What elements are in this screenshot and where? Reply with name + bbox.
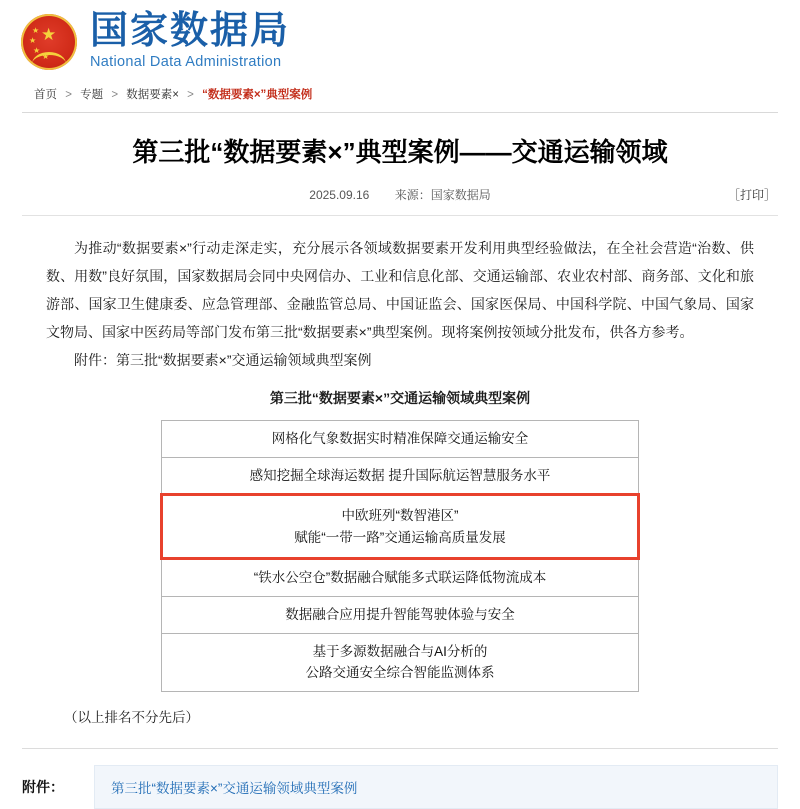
- case-cell-3-line-2: 赋能“一带一路”交通运输高质量发展: [294, 529, 506, 545]
- header-divider: [22, 112, 778, 113]
- case-cell-2: 感知挖掘全球海运数据 提升国际航运智慧服务水平: [162, 457, 639, 495]
- publish-date: 2025.09.16: [309, 188, 370, 203]
- emblem-star-small-4: ★: [42, 52, 50, 61]
- emblem-star-small-3: ★: [33, 46, 41, 55]
- brand-name-cn: 国家数据局: [90, 9, 291, 52]
- breadcrumb-item-current: “数据要素×”典型案例: [202, 89, 313, 101]
- breadcrumb-item-data-element[interactable]: 数据要素×: [126, 89, 179, 101]
- breadcrumb-separator-2: >: [111, 89, 119, 101]
- article-paragraph-1: 为推动“数据要素×”行动走深走实，充分展示各领域数据要素开发利用典型经验做法，在全社会营造“治数、供数、用数”良好氛围，国家数据局会同中央网信办、工业和信息化部、交通运输部、农业农村部、商务部、文化和旅游部、国家卫生健康委、应急管理部、金融监管总局、中国证监会、国家医保局、中国科学院、中国气象局、国家文物局、国家中医药局等部门发布第三批“数据要素×”典型案例。现将案例按领域分批发布，供各方参考。: [46, 240, 754, 341]
- case-cell-5: 数据融合应用提升智能驾驶体验与安全: [162, 597, 639, 634]
- case-cell-6-line-2: 公路交通安全综合智能监测体系: [305, 665, 495, 681]
- article-paragraph-2: 附件：第三批“数据要素×”交通运输领域典型案例: [74, 352, 372, 369]
- breadcrumb-separator-1: >: [65, 89, 72, 101]
- table-row: [162, 559, 639, 597]
- case-table: [160, 420, 640, 692]
- brand-block: [90, 9, 291, 71]
- case-cell-6: [162, 633, 639, 691]
- case-cell-1: 网格化气象数据实时精准保障交通运输安全: [162, 421, 639, 458]
- case-cell-4: “铁水公空仓”数据融合赋能多式联运降低物流成本: [162, 559, 639, 597]
- attachment-link[interactable]: 第三批“数据要素×”交通运输领域典型案例: [111, 780, 358, 796]
- article-meta: [0, 186, 800, 203]
- site-header: [0, 0, 800, 78]
- case-table-caption: 第三批“数据要素×”交通运输领域典型案例: [269, 390, 531, 407]
- article-body: [0, 216, 800, 692]
- attachment-section: [0, 749, 800, 809]
- breadcrumb-item-topic[interactable]: 专题: [80, 89, 104, 101]
- table-row: [162, 421, 639, 458]
- emblem-gear-icon: [32, 52, 66, 64]
- case-cell-3: [162, 495, 639, 559]
- breadcrumb-separator-3: >: [187, 89, 194, 101]
- breadcrumb-item-home[interactable]: 首页: [34, 89, 57, 101]
- national-emblem-icon: [18, 10, 80, 72]
- emblem-star-large: ★: [41, 25, 57, 44]
- table-row-highlighted: [162, 495, 639, 559]
- case-cell-6-line-1: 基于多源数据融合与AI分析的: [312, 643, 488, 659]
- table-row: [162, 633, 639, 691]
- case-cell-3-line-1: 中欧班列“数智港区”: [341, 508, 459, 524]
- table-row: [162, 457, 639, 495]
- breadcrumb: [0, 78, 800, 112]
- attachment-label: 附件：: [22, 778, 64, 795]
- emblem-star-small-1: ★: [32, 26, 40, 35]
- article-source: 来源：国家数据局: [394, 188, 491, 203]
- table-footnote: （以上排名不分先后）: [64, 709, 199, 725]
- attachment-box: [94, 765, 778, 809]
- brand-name-en: National Data Administration: [90, 54, 282, 71]
- table-row: [162, 597, 639, 634]
- emblem-star-small-2: ★: [29, 36, 37, 45]
- print-button[interactable]: ［打印］: [727, 188, 776, 203]
- page-title: 第三批“数据要素×”典型案例——交通运输领域: [132, 137, 668, 167]
